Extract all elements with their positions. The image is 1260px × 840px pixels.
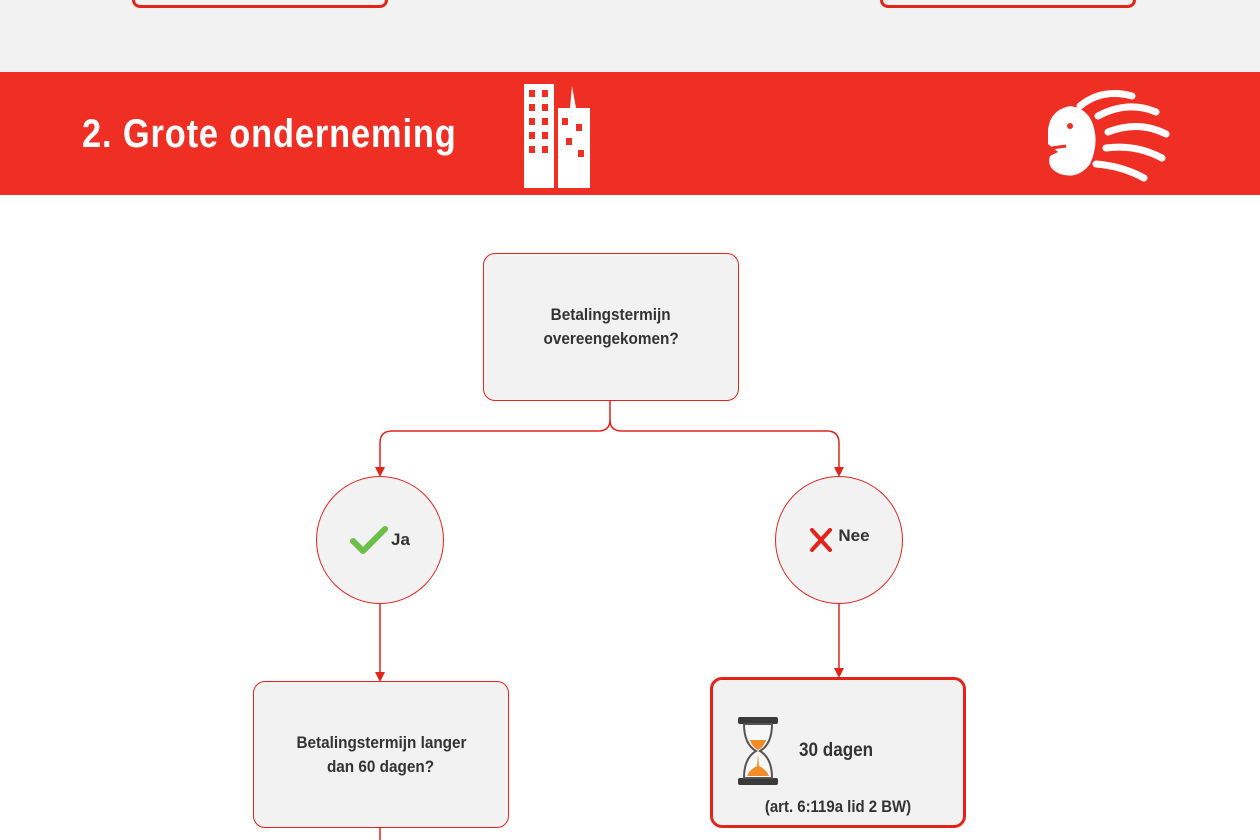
cross-icon <box>808 526 834 554</box>
result-no-agreement-node <box>710 677 966 828</box>
question-longer-node <box>253 681 509 828</box>
answer-yes-label: Ja <box>391 530 410 549</box>
question-longer-line-2: dan 60 dagen? <box>327 756 435 776</box>
question-longer-line-1: Betalingstermijn langer <box>295 732 467 752</box>
question-agreed-line-1: Betalingstermijn <box>551 305 671 324</box>
answer-no-label: Nee <box>838 526 870 545</box>
connector-to-nee <box>610 420 839 468</box>
question-agreed-line-2: overeengekomen? <box>543 329 679 348</box>
answer-yes-node <box>316 476 444 604</box>
answer-no-node <box>775 476 903 604</box>
question-agreed-node <box>483 253 739 401</box>
result-value: 30 dagen <box>799 740 874 761</box>
check-icon <box>350 525 388 555</box>
result-reference: (art. 6:119a lid 2 BW) <box>764 797 912 816</box>
section-title: 2. Grote onderneming <box>82 112 457 156</box>
hourglass-icon <box>737 716 779 786</box>
connector-top-stem <box>380 400 610 468</box>
